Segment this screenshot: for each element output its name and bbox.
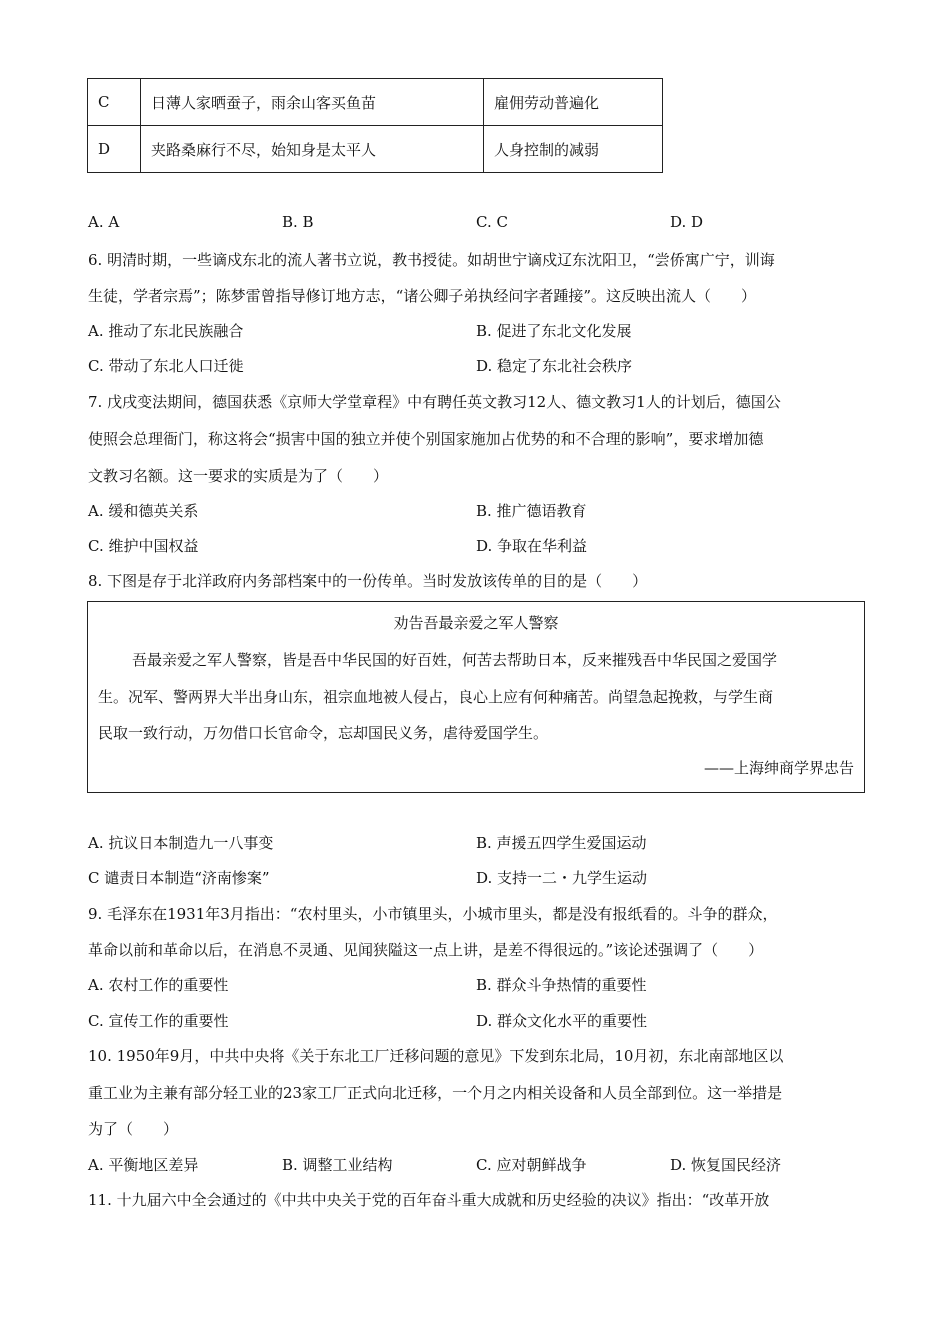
q7-stem-line: 7. 戊戌变法期间，德国获悉《京师大学堂章程》中有聘任英文教习12人、德文教习1人的计划后，德国公 [88,393,781,411]
leaflet-line: 生。况军、警两界大半出身山东，祖宗血地被人侵占，良心上应有何种痛苦。尚望急起挽救，与学生商 [98,688,774,706]
meaning-cell: 人身控制的减弱 [484,126,663,173]
row-label: D [88,126,141,173]
q9-option-d: D. 群众文化水平的重要性 [476,1012,648,1030]
q10-stem-line: 10. 1950年9月，中共中央将《关于东北工厂迁移问题的意见》下发到东北局，10月初，东北南部地区以 [88,1047,784,1065]
q6-option-c: C. 带动了东北人口迁徙 [88,357,244,375]
q10-option-c: C. 应对朝鲜战争 [476,1156,587,1174]
q10-stem-line: 为了（ ） [88,1120,179,1138]
q9-stem-line: 9. 毛泽东在1931年3月指出：“农村里头，小市镇里头，小城市里头，都是没有报纸看的。斗争的群众， [88,905,778,923]
q6-option-d: D. 稳定了东北社会秩序 [476,357,633,375]
q10-option-a: A. 平衡地区差异 [88,1156,199,1174]
leaflet-signature: ——上海绅商学界忠告 [703,759,854,777]
q5-option-d: D. D [670,213,704,231]
q7-stem-line: 文教习名额。这一要求的实质是为了（ ） [88,467,389,485]
q10-option-d: D. 恢复国民经济 [670,1156,782,1174]
q9-stem-line: 革命以前和革命以后，在消息不灵通、见闻狭隘这一点上讲，是差不得很远的。”该论述强调了（ ） [88,941,764,959]
leaflet-box [87,601,865,793]
q9-option-b: B. 群众斗争热情的重要性 [476,976,647,994]
q7-option-d: D. 争取在华利益 [476,537,588,555]
poem-cell: 夹路桑麻行不尽，始知身是太平人 [141,126,484,173]
q8-option-a: A. 抗议日本制造九一八事变 [88,834,274,852]
q10-option-b: B. 调整工业结构 [282,1156,393,1174]
table-row [88,126,663,173]
q11-stem-line: 11. 十九届六中全会通过的《中共中央关于党的百年奋斗重大成就和历史经验的决议》指出：“改革开放 [88,1191,770,1209]
q9-option-c: C. 宣传工作的重要性 [88,1012,229,1030]
q5-option-a: A. A [88,213,120,231]
q5-option-b: B. B [282,213,314,231]
q10-stem-line: 重工业为主兼有部分轻工业的23家工厂正式向北迁移，一个月之内相关设备和人员全部到位。这一举措是 [88,1084,783,1102]
q6-option-a: A. 推动了东北民族融合 [88,322,244,340]
answer-table [87,78,663,173]
q5-option-c: C. C [476,213,508,231]
q7-option-b: B. 推广德语教育 [476,502,587,520]
q6-option-b: B. 促进了东北文化发展 [476,322,632,340]
leaflet-line: 民取一致行动，万勿借口长官命令，忘却国民义务，虐待爱国学生。 [98,724,549,742]
q7-stem-line: 使照会总理衙门，称这将会“损害中国的独立并使个别国家施加占优势的和不合理的影响”，要求增加德 [88,430,764,448]
q6-stem-line: 6. 明清时期，一些谪戍东北的流人著书立说，教书授徒。如胡世宁谪戍辽东沈阳卫，“尝侨寓广宁，训诲 [88,251,775,269]
q7-option-c: C. 维护中国权益 [88,537,199,555]
leaflet-title: 劝告吾最亲爱之军人警察 [393,614,559,632]
q8-option-c: C 谴责日本制造“济南惨案” [88,869,270,887]
row-label: C [88,79,141,126]
meaning-cell: 雇佣劳动普遍化 [484,79,663,126]
poem-cell: 日薄人家晒蚕子，雨余山客买鱼苗 [141,79,484,126]
q8-option-d: D. 支持一二・九学生运动 [476,869,648,887]
q8-option-b: B. 声援五四学生爱国运动 [476,834,647,852]
q8-stem: 8. 下图是存于北洋政府内务部档案中的一份传单。当时发放该传单的目的是（ ） [88,572,648,590]
q6-stem-line: 生徒，学者宗焉”；陈梦雷曾指导修订地方志，“诸公卿子弟执经问字者踵接”。这反映出流人（ ） [88,287,757,305]
q7-option-a: A. 缓和德英关系 [88,502,199,520]
leaflet-line: 吾最亲爱之军人警察，皆是吾中华民国的好百姓，何苦去帮助日本，反来摧残吾中华民国之爱国学 [132,651,778,669]
q9-option-a: A. 农村工作的重要性 [88,976,229,994]
table-row [88,79,663,126]
